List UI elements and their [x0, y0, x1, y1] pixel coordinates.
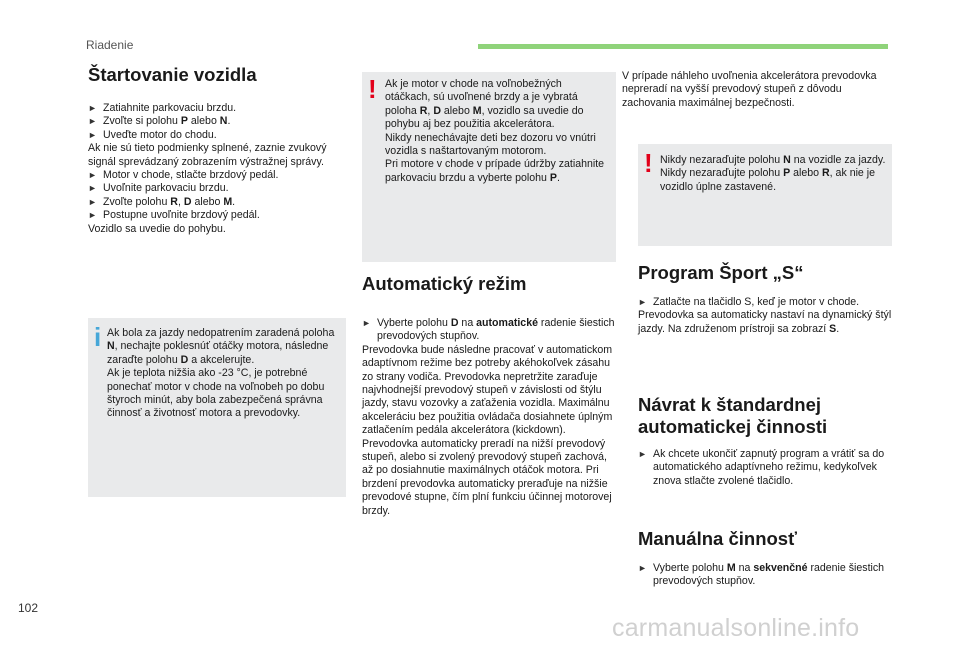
info-icon: i [94, 322, 102, 352]
step-parking-brake: ► Zatiahnite parkovaciu brzdu. [88, 102, 237, 114]
step-select-position: ► Zvoľte si polohu P alebo N. [88, 115, 231, 128]
step-press-brake: ► Motor v chode, stlačte brzdový pedál. [88, 169, 279, 182]
arrow-bullet-icon: ► [638, 449, 647, 459]
section-sport [638, 262, 892, 336]
step-select-drive: ► Zvoľte polohu R, D alebo M. [88, 195, 236, 208]
heading-automatic-mode: Automatický režim [362, 273, 527, 294]
warning-text-children: Nikdy nenechávajte deti bez dozoru vo vnútri vozidla s naštartovaným motorom. [385, 131, 596, 158]
arrow-bullet-icon: ► [88, 196, 97, 207]
warning-text-maintenance: Pri motore v chode v prípade údržby zatiahnite parkovaciu brzdu a vyberte polohu P. [385, 158, 605, 184]
section-accent-bar [478, 44, 888, 49]
heading-starting-vehicle: Štartovanie vozidla [88, 64, 257, 85]
warning-text-idle: Ak je motor v chode na voľnobežných otáčkach, sú uvoľnené brzdy a je vybratá poloha R, D alebo M, vozidlo sa uvedie do pohybu aj bez použitia akcelerátora. [385, 78, 584, 131]
column-right [622, 70, 884, 110]
arrow-bullet-icon: ► [638, 297, 647, 307]
arrow-bullet-icon: ► [88, 116, 97, 127]
warning-icon: ! [644, 148, 653, 178]
column-middle [362, 273, 616, 518]
paragraph-accelerator-release: V prípade náhleho uvoľnenia akcelerátora prevodovka nepreradí na vyšší prevodový stupeň z dôvodu zachovania maximálnej bezpečnosti. [622, 70, 877, 109]
info-box [88, 318, 346, 497]
arrow-bullet-icon: ► [362, 318, 371, 328]
page-number: 102 [18, 601, 39, 615]
paragraph-warning-signal: Ak nie sú tieto podmienky splnené, zaznie zvukový signál sprevádzaný zobrazením výstražnej správy. [88, 142, 327, 168]
warning-box-idle [362, 72, 616, 262]
paragraph-sport-mode: Prevodovka sa automaticky nastaví na dynamický štýl jazdy. Na združenom prístroji sa zobrazí S. [638, 309, 892, 335]
arrow-bullet-icon: ► [88, 170, 97, 181]
step-release-brake: ► Postupne uvoľnite brzdový pedál. [88, 209, 260, 222]
warning-box-neutral [638, 144, 892, 246]
paragraph-automatic-mode: Prevodovka bude následne pracovať v automatickom adaptívnom režime bez potreby akéhokoľvek zásahu zo strany vodiča. Prevodovka nepretržite zaraďuje najvhodnejší prevodový stupeň v závislosti od štýlu jazdy, stavu vozovky a zaťaženia vozidla. Maximálnu akceleráciu bez použitia ovládača dosiahnete úplným zatlačením pedála akcelerátora (kickdown). Prevodovka automaticky preradí na nižší prevodový stupeň, alebo si zvolený prevodový stupeň zachová, až po dosiahnutie maximálnych otáčok motora. Pri brzdení prevodovka automaticky preraďuje na nižšie prevodové stupne, čím plní funkciu účinnej motorovej brzdy. [362, 343, 613, 517]
heading-sport-program: Program Šport „S“ [638, 262, 804, 283]
step-select-manual: ► Vyberte polohu M na sekvenčné radenie šiestich prevodových stupňov. [638, 562, 885, 588]
arrow-bullet-icon: ► [88, 183, 97, 194]
section-standard [638, 394, 892, 488]
warning-icon: ! [368, 74, 377, 104]
warning-text-neutral: Nikdy nezaraďujte polohu N na vozidle za jazdy. [660, 154, 886, 166]
info-text-neutral: Ak bola za jazdy nedopatrením zaradená poloha N, nechajte poklesnúť otáčky motora, následne zaraďte polohu D a akcelerujte. [107, 327, 335, 366]
section-label: Riadenie [86, 38, 134, 52]
info-text-temperature: Ak je teplota nižšia ako -23 °C, je potrebné ponechať motor v chode na voľnobeh po dobu štyroch minút, aby bola zabezpečená správna činnosť a životnosť motora a prevodovky. [107, 367, 325, 420]
paragraph-vehicle-moves: Vozidlo sa uvedie do pohybu. [88, 222, 226, 235]
arrow-bullet-icon: ► [88, 103, 97, 113]
step-release-parking-brake: ► Uvoľnite parkovaciu brzdu. [88, 182, 229, 195]
arrow-bullet-icon: ► [88, 129, 97, 140]
arrow-bullet-icon: ► [638, 563, 647, 573]
section-manual [638, 528, 892, 589]
watermark: carmanualsonline.info [612, 614, 860, 642]
step-start-engine: ► Uveďte motor do chodu. [88, 128, 217, 141]
heading-return-standard: Návrat k štandardnej automatickej činnosti [638, 394, 828, 437]
column-left [88, 62, 346, 236]
step-return-standard: ► Ak chcete ukončiť zapnutý program a vrátiť sa do automatického adaptívneho režimu, kedykoľvek znova stlačte zvolené tlačidlo. [638, 448, 885, 487]
arrow-bullet-icon: ► [88, 210, 97, 221]
heading-manual-mode: Manuálna činnosť [638, 528, 797, 549]
warning-text-park: Nikdy nezaraďujte polohu P alebo R, ak nie je vozidlo úplne zastavené. [660, 167, 876, 193]
step-select-automatic: ► Vyberte polohu D na automatické radenie šiestich prevodových stupňov. [362, 317, 615, 343]
step-press-s: ► Zatlačte na tlačidlo S, keď je motor v chode. [638, 296, 860, 308]
